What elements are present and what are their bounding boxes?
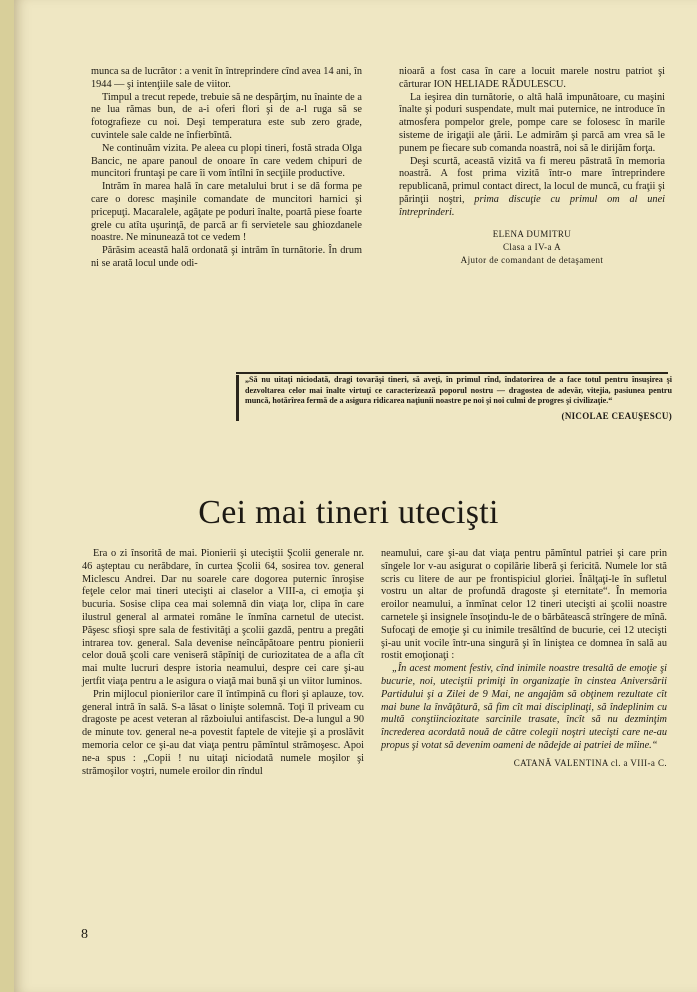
paragraph: Ne continuăm vizita. Pe aleea cu plopi tineri, fostă strada Olga Bancic, ne apare panoul de onoare în care vedem chipuri de muncitori fruntaşi pe care îi vom întîlni în secţiile productive.	[91, 142, 362, 180]
article-top-left-column	[91, 66, 362, 271]
paragraph: Timpul a trecut repede, trebuie să ne despărţim, nu înainte de a ne lua rămas bun, de a-i oferi flori şi de a-l ruga să se fotografieze cu noi. Deşi temperatura este sub zero grade, cuvintele sale calde ne înfierbîntă.	[91, 91, 362, 141]
paragraph: Era o zi însorită de mai. Pionierii şi uteciştii Şcolii generale nr. 46 aşteptau cu nerăbdare, în curtea Şcolii 64, sosirea tov. general Miclescu Andrei. Dar nu soarele care dogorea puternic înroşise feţele celor mai tineri utecişti ai claselor a VIII-a, ci emoţia şi bucuria. Sosise clipa cea mai solemnă din viaţa lor, clipa în care ilustrul general al armatei române le înmîna carnetul de utecist. Păşesc sfioşi spre sala de festivităţi a şcolii gazdă, pentru a pregăti intrarea tov. general. Sala devenise neîncăpătoare pentru pionierii celor două şcoli care veniseră stăpîniţi de curiozitatea de a afla cît mai multe lucruri despre istoria neamului, despre cei care şi-au jertfit viaţa pentru a le asigura o viaţă mai bună şi un viitor luminos.	[82, 548, 364, 687]
paragraph: neamului, care şi-au dat viaţa pentru pămîntul patriei şi care prin sîngele lor v-au asigurat o copilărie liberă şi fericită. Numele lor stă scris cu litere de aur pe frontispiciul gloriei. Înălţaţi-le în sufletul vostru un altar de profundă dragoste şi eternitate“. În memoria eroilor neamului, a înmînat celor 12 tineri utecişti ai şcolii noastre carnetele şi insignele însoţindu-le de o bărbătească strîngere de mînă. Sufocaţi de emoţie şi cu inimile tresăltînd de bucurie, cei 12 utecişti şi-au unit vocile într-una singură şi în liniştea ce domnea în sală au rostit emoţionaţi :	[381, 548, 667, 662]
paragraph-text: Deşi scurtă, această vizită va fi mereu păstrată în memoria noastră. A fost prima vizită într-o mare întreprindere republicană, primul contact direct, la locul de muncă, cu fraţii şi părinţii noştri,	[399, 155, 665, 205]
pledge-text: „În acest moment festiv, cînd inimile noastre tresaltă de emoţie şi bucurie, noi, uteciştii primiţi în organizaţie în cinstea Aniversării Partidului şi a Zilei de 9 Mai, ne angajăm să obţinem rezultate cît mai bune la învăţătură, să fim cît mai disciplinaţi, să îndeplinim cu multă conştiinciozitate sarcinile trasate, încît să nu dezminţim încrederea acordată nouă de către colegii noştri utecişti care ne-au propus şi votat să devenim oameni de nădejde ai patriei de mîine.“	[381, 663, 667, 751]
author-role: Ajutor de comandant de detaşament	[460, 254, 604, 265]
quote-rule	[236, 372, 668, 374]
paragraph: Intrăm în marea hală în care metalului brut i se dă forma pe care o doresc maşinile comandate de muncitori harnici şi pricepuţi. Macaralele, agăţate pe poduri înalte, poartă piese foarte grele cu atîta uşurinţă, de parcă ar fi servietele sau ghiozdanele noastre. Ne minunează tot ce vedem !	[91, 181, 362, 244]
author-class: Clasa a IV-a A	[502, 241, 561, 252]
paragraph-italic: prima discuţie cu primul om al unei întreprinderi.	[399, 193, 665, 218]
article-author: CATANĂ VALENTINA cl. a VIII-a C.	[513, 757, 667, 768]
paragraph: munca sa de lucrător : a venit în întreprindere cînd avea 14 ani, în 1944 — şi intenţiile sale de viitor.	[91, 66, 362, 90]
paragraph: Prin mijlocul pionierilor care îl întîmpină cu flori şi aplauze, tov. general intră în sală. S-a lăsat o linişte solemnă. Toţi îl priveam cu dragoste pe acest veteran al războiului antifascist. De-a lungul a 90 de minute tov. general ne-a povestit faptele de vitejie şi a proslăvit memoria celor ce şi-au dat viaţa pentru pămîntul strămoşesc. Apoi ne-a spus : „Copii ! nu uitaţi niciodată numele moşilor şi strămoşilor voştri, numele eroilor din rîndul	[82, 688, 364, 777]
paragraph: Părăsim această hală ordonată şi intrăm în turnătorie. În drum ni se arată locul unde odi-	[91, 245, 362, 269]
quote-author: (NICOLAE CEAUŞESCU)	[561, 410, 672, 421]
article-bottom-right-column	[381, 548, 667, 770]
paragraph: La ieşirea din turnătorie, o altă hală impunătoare, cu maşini înalte şi poduri suspendate, mult mai puternice, ne introduce în atmosfera pompelor grele, pompe care se folosesc în marile sisteme de irigaţii ale ţării. Le admirăm şi parcă am vrea să le punem pe fiecare sub comanda noastră, noi să le dirijăm forţa.	[399, 91, 665, 154]
article-top-right-column	[399, 66, 665, 267]
article-bottom-left-column	[82, 548, 364, 778]
page-number: 8	[81, 927, 88, 942]
pledge-italic	[381, 663, 667, 753]
quote-text: „Să nu uitaţi niciodată, dragi tovarăşi tineri, să aveţi, în primul rînd, îndatorirea de a face totul pentru însuşirea şi dezvoltarea celor mai înalte virtuţi ce caracterizează poporul nostru — dragostea de adevăr, vitejia, pasiunea pentru muncă, hotărîrea fermă de a asigura ridicarea naţiunii noastre pe noi şi noi culmi de progres şi civilizaţie.“	[245, 375, 672, 405]
author-name: ELENA DUMITRU	[492, 228, 572, 239]
paragraph: nioară a fost casa în care a locuit marele nostru patriot şi cărturar ION HELIADE RĂDULESCU.	[399, 66, 665, 90]
article-headline: Cei mai tineri utecişti	[198, 494, 499, 531]
quote-box	[236, 375, 672, 421]
paragraph	[399, 156, 665, 220]
